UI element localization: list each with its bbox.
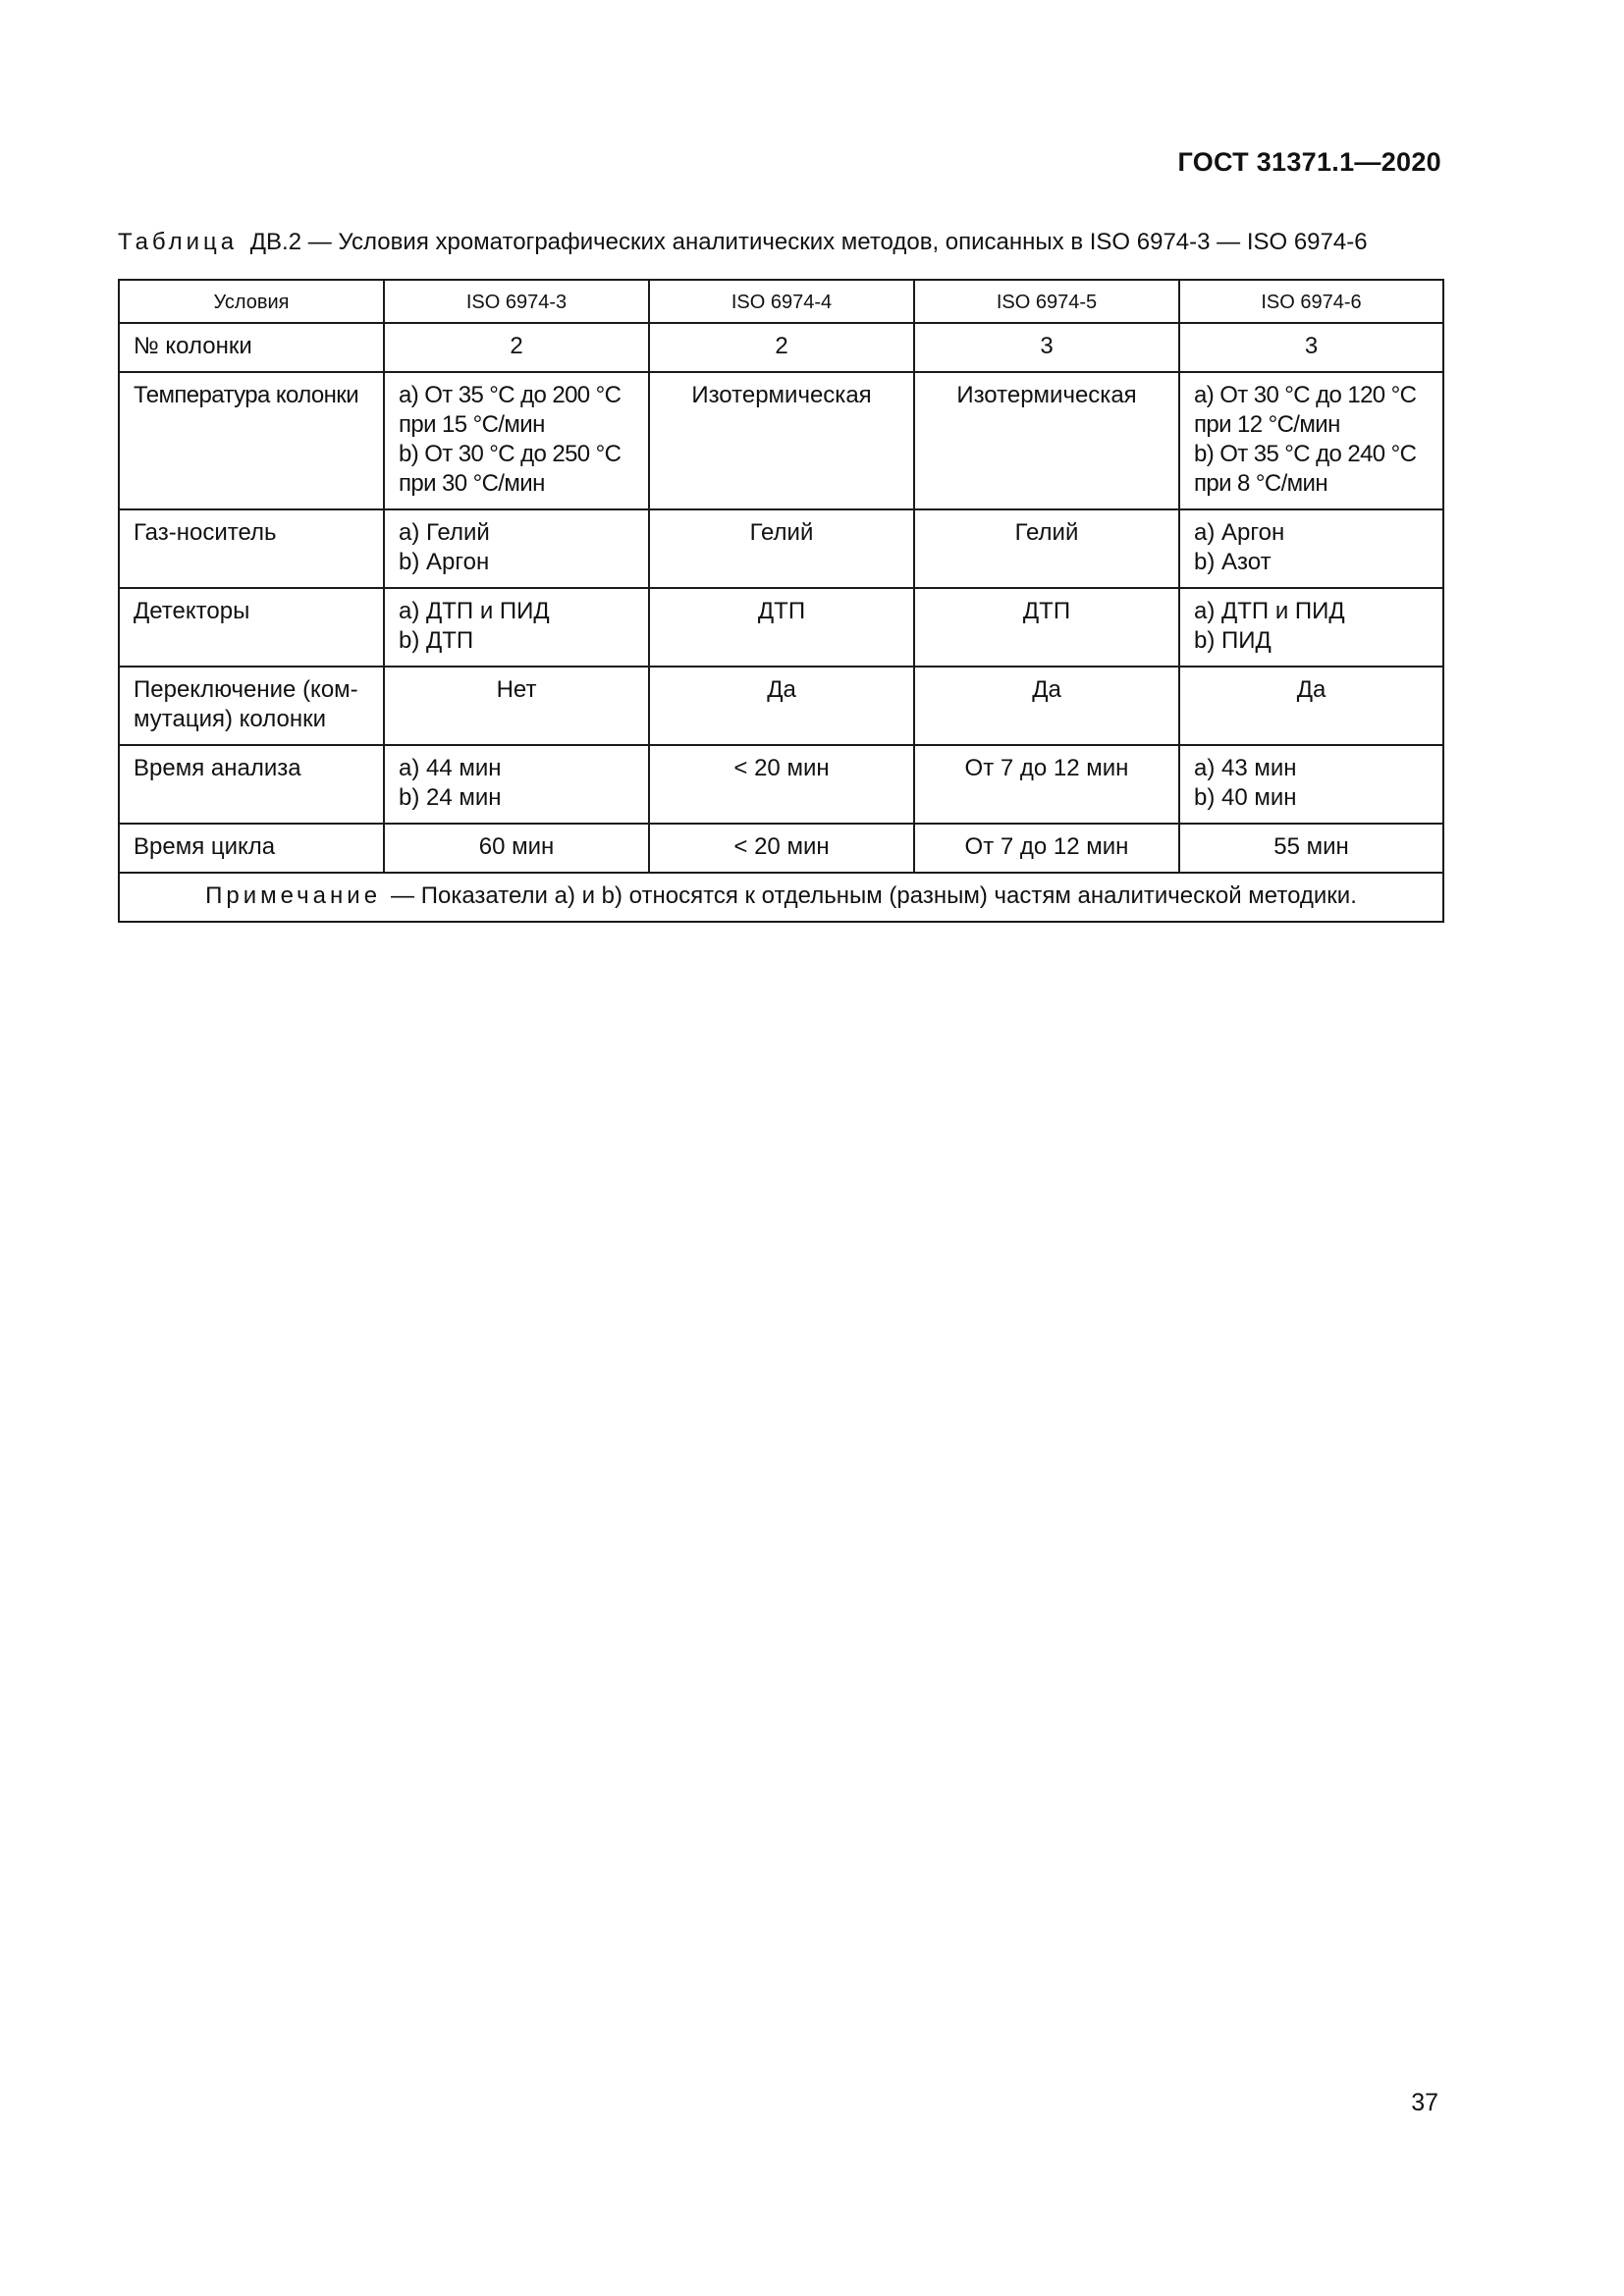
column-header: ISO 6974-4 <box>649 280 914 323</box>
table-cell: a) Гелий b) Аргон <box>384 509 649 588</box>
table-row <box>119 667 1443 745</box>
table-cell: 60 мин <box>384 824 649 873</box>
table-cell: Да <box>1179 667 1443 745</box>
column-header: Условия <box>119 280 384 323</box>
table-cell: 3 <box>914 323 1179 372</box>
table-cell: a) Аргон b) Азот <box>1179 509 1443 588</box>
table-cell: a) 43 мин b) 40 мин <box>1179 745 1443 824</box>
table-row <box>119 824 1443 873</box>
table-cell: < 20 мин <box>649 824 914 873</box>
table-row <box>119 745 1443 824</box>
table-cell: < 20 мин <box>649 745 914 824</box>
table-cell: a) ДТП и ПИД b) ПИД <box>1179 588 1443 667</box>
table-cell: ДТП <box>649 588 914 667</box>
document-standard-number: ГОСТ 31371.1—2020 <box>1177 147 1441 177</box>
row-label: № колонки <box>119 323 384 372</box>
row-label: Время цикла <box>119 824 384 873</box>
table-caption-label: Таблица <box>118 229 239 255</box>
table-cell: a) ДТП и ПИД b) ДТП <box>384 588 649 667</box>
column-header: ISO 6974-5 <box>914 280 1179 323</box>
table-cell: Изотермическая <box>649 372 914 509</box>
table-note-label: Примечание <box>205 882 382 909</box>
table-note <box>119 873 1443 922</box>
table-cell: Нет <box>384 667 649 745</box>
table-cell: Да <box>649 667 914 745</box>
table-note-text: — Показатели a) и b) относятся к отдельным (разным) частям аналитической методики. <box>391 882 1357 909</box>
table-row <box>119 372 1443 509</box>
table-cell: 2 <box>384 323 649 372</box>
table-cell: От 7 до 12 мин <box>914 745 1179 824</box>
column-header: ISO 6974-3 <box>384 280 649 323</box>
row-label: Температура колонки <box>119 372 384 509</box>
table-cell: 3 <box>1179 323 1443 372</box>
conditions-table <box>118 279 1444 923</box>
row-label: Детекторы <box>119 588 384 667</box>
table-row <box>119 588 1443 667</box>
table-caption <box>118 228 1443 257</box>
table-cell: Гелий <box>914 509 1179 588</box>
table-cell: ДТП <box>914 588 1179 667</box>
row-label: Газ-носитель <box>119 509 384 588</box>
table-row <box>119 509 1443 588</box>
table-cell: Да <box>914 667 1179 745</box>
table-header-row <box>119 280 1443 323</box>
row-label: Время анализа <box>119 745 384 824</box>
row-label: Переключение (ком- мутация) колонки <box>119 667 384 745</box>
table-cell: От 7 до 12 мин <box>914 824 1179 873</box>
table-caption-text: ДВ.2 — Условия хроматографических аналитических методов, описанных в ISO 6974-3 — ISO 6974-6 <box>249 229 1368 255</box>
table-cell: 55 мин <box>1179 824 1443 873</box>
table-cell: a) От 35 °С до 200 °С при 15 °С/мин b) От 30 °С до 250 °С при 30 °С/мин <box>384 372 649 509</box>
table-cell: 2 <box>649 323 914 372</box>
table-cell: Изотермическая <box>914 372 1179 509</box>
table-cell: Гелий <box>649 509 914 588</box>
table-cell: a) 44 мин b) 24 мин <box>384 745 649 824</box>
table-cell: a) От 30 °С до 120 °С при 12 °С/мин b) От 35 °С до 240 °С при 8 °С/мин <box>1179 372 1443 509</box>
page-number: 37 <box>1411 2089 1438 2116</box>
table-note-row <box>119 873 1443 922</box>
table-row <box>119 323 1443 372</box>
column-header: ISO 6974-6 <box>1179 280 1443 323</box>
